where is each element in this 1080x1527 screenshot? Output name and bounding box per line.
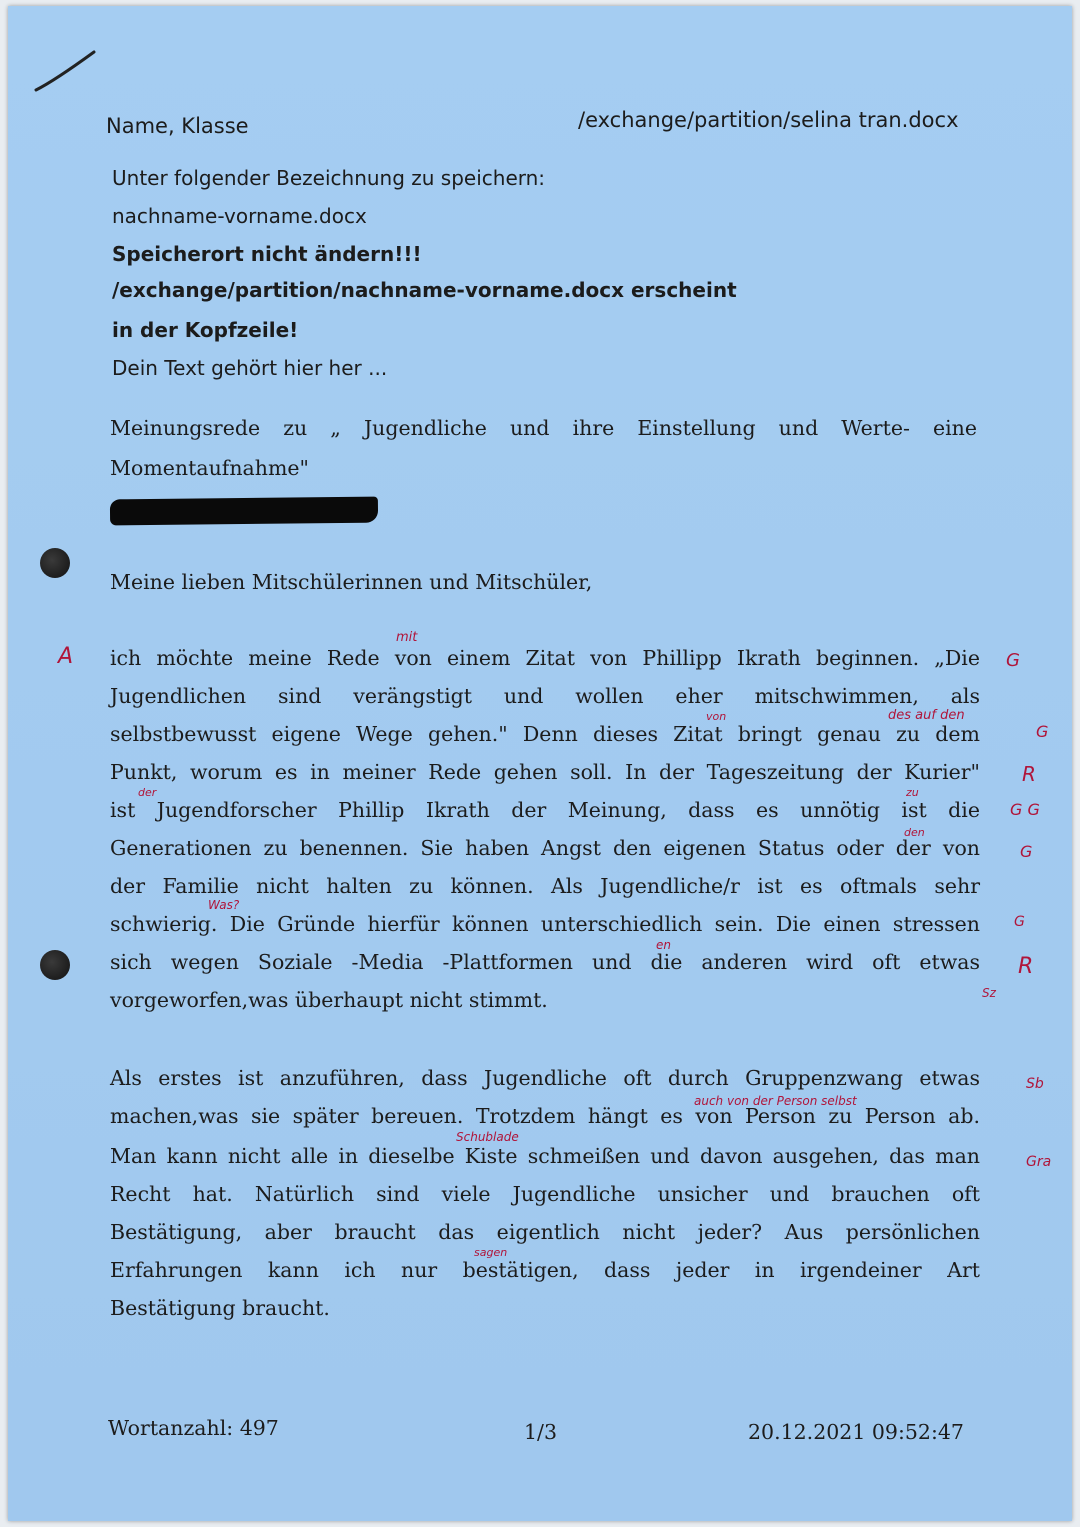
- margin-mark-5: G: [1020, 842, 1033, 861]
- margin-mark-6: G: [1014, 914, 1025, 930]
- correction-mit: mit: [396, 630, 418, 645]
- salutation: Meine lieben Mitschülerinnen und Mitschüler,: [110, 570, 593, 594]
- p2-line-2: machen,was sie später bereuen. Trotzdem hängt es von Person zu Person ab.: [110, 1104, 980, 1128]
- p1-line-2: Jugendlichen sind verängstigt und wollen eher mitschwimmen, als: [110, 684, 980, 708]
- p1-line-10: vorgeworfen,was überhaupt nicht stimmt.: [110, 988, 548, 1012]
- p2-line-6: Erfahrungen kann ich nur bestätigen, dass jeder in irgendeiner Art: [110, 1258, 980, 1282]
- margin-mark-a: A: [58, 644, 74, 669]
- redacted-name-bar: [110, 497, 378, 526]
- correction-en: en: [656, 938, 671, 952]
- punch-hole-top: [40, 548, 70, 578]
- speech-title-line-2: Momentaufnahme": [110, 456, 309, 480]
- correction-von: von: [706, 710, 727, 723]
- header-left: Name, Klasse: [106, 114, 249, 138]
- margin-mark-7: R: [1018, 954, 1034, 979]
- p1-line-1: ich möchte meine Rede von einem Zitat von Phillipp Ikrath beginnen. „Die: [110, 646, 980, 670]
- word-count: Wortanzahl: 497: [108, 1416, 279, 1440]
- correction-den: den: [904, 826, 925, 839]
- margin-mark-2: G: [1036, 722, 1049, 741]
- margin-mark-1: G: [1006, 650, 1020, 671]
- p2-line-3: Man kann nicht alle in dieselbe Kiste schmeißen und davon ausgehen, das man: [110, 1144, 980, 1168]
- p1-line-8: schwierig. Die Gründe hierfür können unterschiedlich sein. Die einen stressen: [110, 912, 980, 936]
- margin-mark-10: Gra: [1026, 1154, 1052, 1170]
- p1-line-6: Generationen zu benennen. Sie haben Angst den eigenen Status oder der von: [110, 836, 980, 860]
- correction-auch-von-der-person-selbst: auch von der Person selbst: [694, 1094, 857, 1108]
- speech-title-line-1: Meinungsrede zu „ Jugendliche und ihre Einstellung und Werte- eine: [110, 416, 977, 440]
- p2-line-4: Recht hat. Natürlich sind viele Jugendliche unsicher und brauchen oft: [110, 1182, 980, 1206]
- correction-des-auf-den: des auf den: [888, 708, 965, 723]
- p1-line-5: ist Jugendforscher Phillip Ikrath der Meinung, dass es unnötig ist die: [110, 798, 980, 822]
- header-file-path: /exchange/partition/selina tran.docx: [578, 108, 959, 132]
- correction-was: Was?: [208, 898, 240, 912]
- p1-line-4: Punkt, worum es in meiner Rede gehen soll. In der Tageszeitung der Kurier": [110, 760, 980, 784]
- p2-line-5: Bestätigung, aber braucht das eigentlich nicht jeder? Aus persönlichen: [110, 1220, 980, 1244]
- p1-line-9: sich wegen Soziale -Media -Plattformen und die anderen wird oft etwas: [110, 950, 980, 974]
- p1-line-3: selbstbewusst eigene Wege gehen." Denn dieses Zitat bringt genau zu dem: [110, 722, 980, 746]
- correction-zu: zu: [906, 786, 919, 799]
- template-line-3: Speicherort nicht ändern!!!: [112, 242, 422, 266]
- margin-mark-9: Sb: [1026, 1076, 1044, 1092]
- check-mark-icon: [32, 46, 102, 96]
- margin-mark-8: Sz: [982, 986, 996, 1000]
- correction-schublade: Schublade: [456, 1130, 519, 1144]
- footer-timestamp: 20.12.2021 09:52:47: [748, 1420, 964, 1444]
- document-page: [8, 6, 1072, 1521]
- template-line-4: /exchange/partition/nachname-vorname.docx erscheint: [112, 278, 737, 302]
- margin-mark-4: G G: [1010, 800, 1040, 819]
- template-line-2: nachname-vorname.docx: [112, 204, 367, 228]
- correction-sagen: sagen: [474, 1246, 508, 1259]
- p2-line-7: Bestätigung braucht.: [110, 1296, 330, 1320]
- margin-mark-3: R: [1022, 762, 1036, 786]
- page-number: 1/3: [524, 1420, 557, 1444]
- punch-hole-bottom: [40, 950, 70, 980]
- template-line-6: Dein Text gehört hier her ...: [112, 356, 388, 380]
- p1-line-7: der Familie nicht halten zu können. Als Jugendliche/r ist es oftmals sehr: [110, 874, 980, 898]
- correction-der: der: [138, 786, 157, 799]
- p2-line-1: Als erstes ist anzuführen, dass Jugendliche oft durch Gruppenzwang etwas: [110, 1066, 980, 1090]
- template-line-1: Unter folgender Bezeichnung zu speichern:: [112, 166, 546, 190]
- template-line-5: in der Kopfzeile!: [112, 318, 299, 342]
